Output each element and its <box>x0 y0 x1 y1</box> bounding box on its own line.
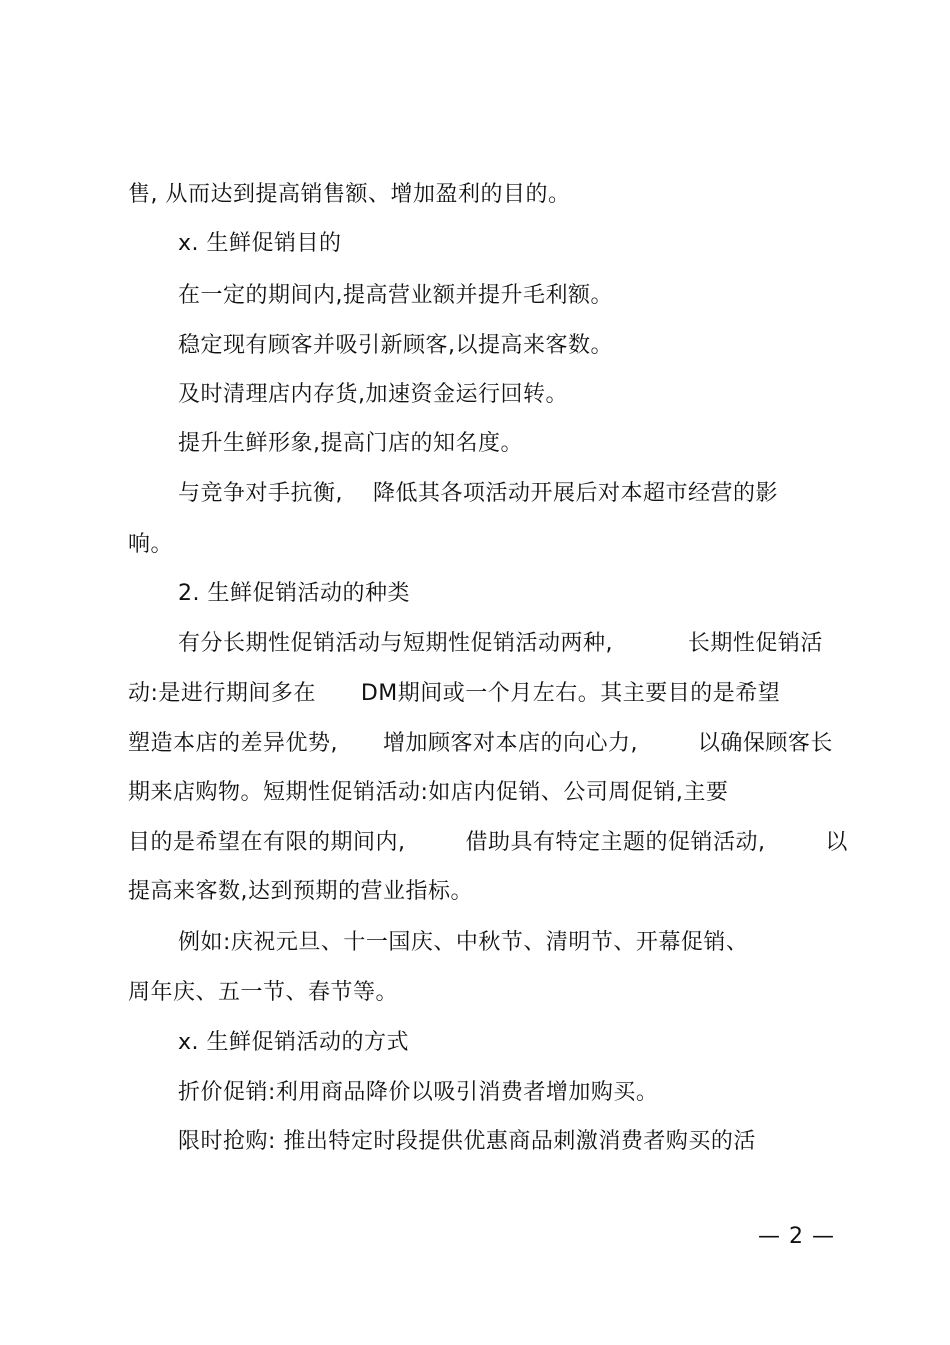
paragraph-line: 与竞争对手抗衡, 降低其各项活动开展后对本超市经营的影 <box>178 481 778 506</box>
paragraph-line: 在一定的期间内,提高营业额并提升毛利额。 <box>178 283 613 308</box>
paragraph-line: 目的是希望在有限的期间内, 借助具有特定主题的促销活动, 以 <box>128 830 848 855</box>
paragraph-line: 期来店购物。短期性促销活动:如店内促销、公司周促销,主要 <box>128 780 729 805</box>
paragraph-line: 例如:庆祝元旦、十一国庆、中秋节、清明节、开幕促销、 <box>178 930 749 955</box>
page-number: — 2 — <box>758 1224 835 1249</box>
paragraph-line: 周年庆、五一节、春节等。 <box>128 980 399 1005</box>
paragraph-line: 塑造本店的差异优势, 增加顾客对本店的向心力, 以确保顾客长 <box>128 731 833 756</box>
paragraph-line: 稳定现有顾客并吸引新顾客,以提高来客数。 <box>178 333 613 358</box>
paragraph-line: 折价促销:利用商品降价以吸引消费者增加购买。 <box>178 1080 659 1105</box>
paragraph-line: 及时清理店内存货,加速资金运行回转。 <box>178 382 568 407</box>
paragraph-line: 提升生鲜形象,提高门店的知名度。 <box>178 431 523 456</box>
paragraph-line: 提高来客数,达到预期的营业指标。 <box>128 879 473 904</box>
paragraph-line: 动:是进行期间多在 DM期间或一个月左右。其主要目的是希望 <box>128 681 781 706</box>
section-heading: 2. 生鲜促销活动的种类 <box>178 581 410 606</box>
section-heading: x. 生鲜促销活动的方式 <box>178 1030 410 1055</box>
section-heading: x. 生鲜促销目的 <box>178 231 342 256</box>
paragraph-line: 售, 从而达到提高销售额、增加盈利的目的。 <box>128 182 571 207</box>
paragraph-line: 有分长期性促销活动与短期性促销活动两种, 长期性促销活 <box>178 631 823 656</box>
paragraph-line: 响。 <box>128 532 174 557</box>
paragraph-line: 限时抢购: 推出特定时段提供优惠商品刺激消费者购买的活 <box>178 1129 756 1154</box>
